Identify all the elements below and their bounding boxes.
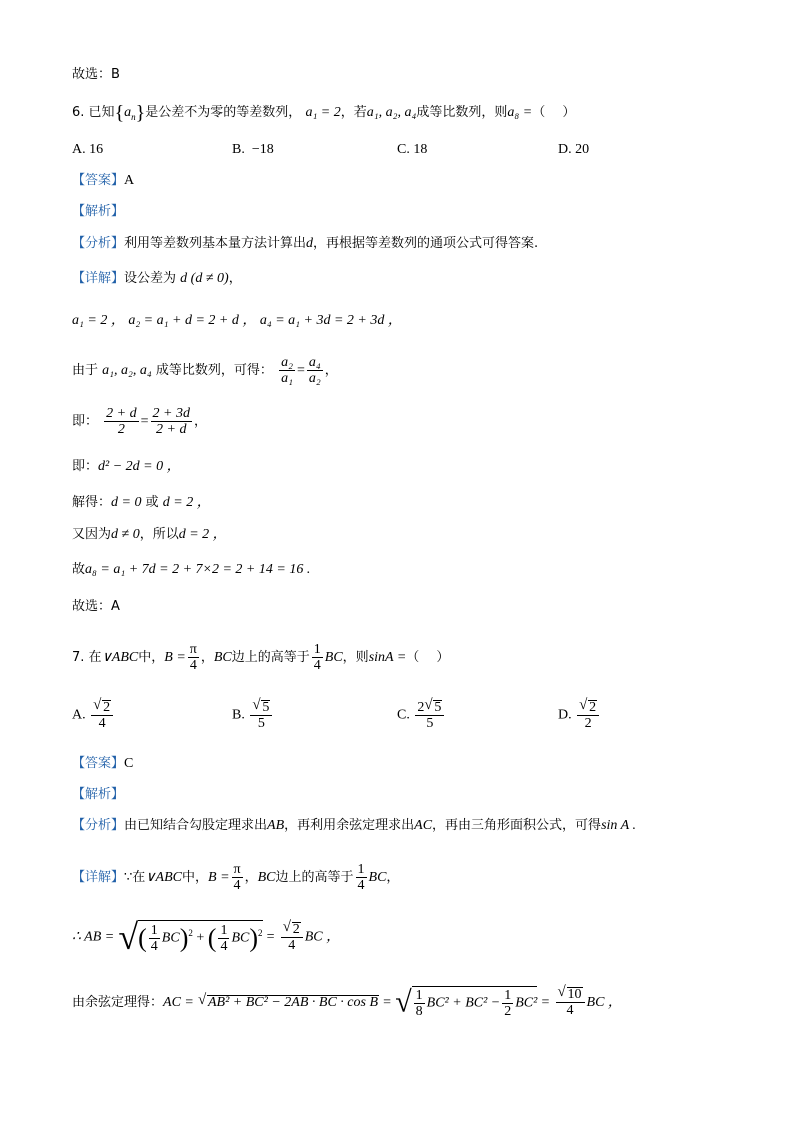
q6-detail: 【详解】设公差为 d (d ≠ 0)， (72, 271, 242, 286)
q7-analysis-label: 【解析】 (72, 787, 125, 802)
q6-eq1: a₁ = 2 ， a₂ = a₁ + d = 2 + d ， a₄ = a₁ + 3d = 2 + 3d ， (72, 313, 402, 328)
q6-option-c: C. 18 (397, 142, 428, 157)
q6-choose: 故选：A (72, 599, 120, 614)
q7-detail: 【详解】∵在∨ABC中，B = $\frac{\pi}{4}$ ，BC边上的高等于 $\frac{1}{4}$ BC， (72, 862, 400, 893)
q6-step7: 故a₈ = a₁ + 7d = 2 + 7×2 = 2 + 14 = 16 . (72, 562, 311, 577)
q6-fenxi: 【分析】利用等差数列基本量方法计算出d，再根据等差数列的通项公式可得答案. (72, 236, 539, 251)
q6-stem: 6. 已知$\{a_n\}$是公差不为零的等差数列， a₁ = 2，若a₁, a₂, a₄成等比数列，则a₈ =（ ） (72, 102, 576, 124)
q6-option-b: B. −18 (232, 142, 274, 157)
q7-fenxi: 【分析】由已知结合勾股定理求出AB，再利用余弦定理求出AC，再由三角形面积公式，可得sin A . (72, 818, 636, 833)
q6-step4: 即：d² − 2d = 0 ， (72, 459, 181, 474)
q6-option-a: A. 16 (72, 142, 104, 157)
prev-answer: 故选：B (72, 67, 120, 82)
q7-option-c: C. $\frac{2√ 5}{5}$ (397, 700, 446, 731)
q6-option-d: D. 20 (558, 142, 590, 157)
q6-step2: 由于 a₁, a₂, a₄ 成等比数列，可得： $\frac{\text{a₂}}{\text{a₁}}$ = $\frac{\text{a₄}}{\text{a₂}}$ ， (72, 355, 338, 386)
q6-step5: 解得：d = 0 或 d = 2 ， (72, 495, 211, 510)
q6-set: $\{a_n\}$ (114, 102, 146, 124)
q7-answer: 【答案】C (72, 756, 134, 771)
q6-analysis-label: 【解析】 (72, 204, 125, 219)
q7-option-a: A. √ $\frac{2}{4}$ (72, 700, 115, 731)
q6-step6: 又因为d ≠ 0，所以d = 2 ， (72, 527, 227, 542)
q7-stem: 7. 在∨ABC中，B = $\frac{\pi}{4}$ ，BC边上的高等于 $\frac{1}{4}$ BC，则sinA =（ ） (72, 642, 450, 673)
q7-cos-line: 由余弦定理得：AC = √ AB² + BC² − 2AB · BC · cos B = √ $\frac{1}{8}$ BC² + BC² − $\frac{1}{2}$ BC² = √ $\frac{10}{4}$ BC ， (72, 986, 622, 1019)
q6-number: 6. (72, 105, 85, 121)
q6-step3: 即： $\frac{2 + d}{2}$ = $\frac{2 + 3d}{2 + d}$ ， (72, 406, 207, 437)
q7-option-d: D. √ $\frac{2}{2}$ (558, 700, 601, 731)
q6-answer: 【答案】A (72, 173, 135, 188)
q7-ab-line: ∴ AB = √( $\frac{1}{4}$ BC)$^2$ + ( $\frac{1}{4}$ BC)$^2$ = √ $\frac{2}{4}$ BC ， (72, 920, 340, 954)
q7-option-b: B. √ $\frac{5}{5}$ (232, 700, 274, 731)
